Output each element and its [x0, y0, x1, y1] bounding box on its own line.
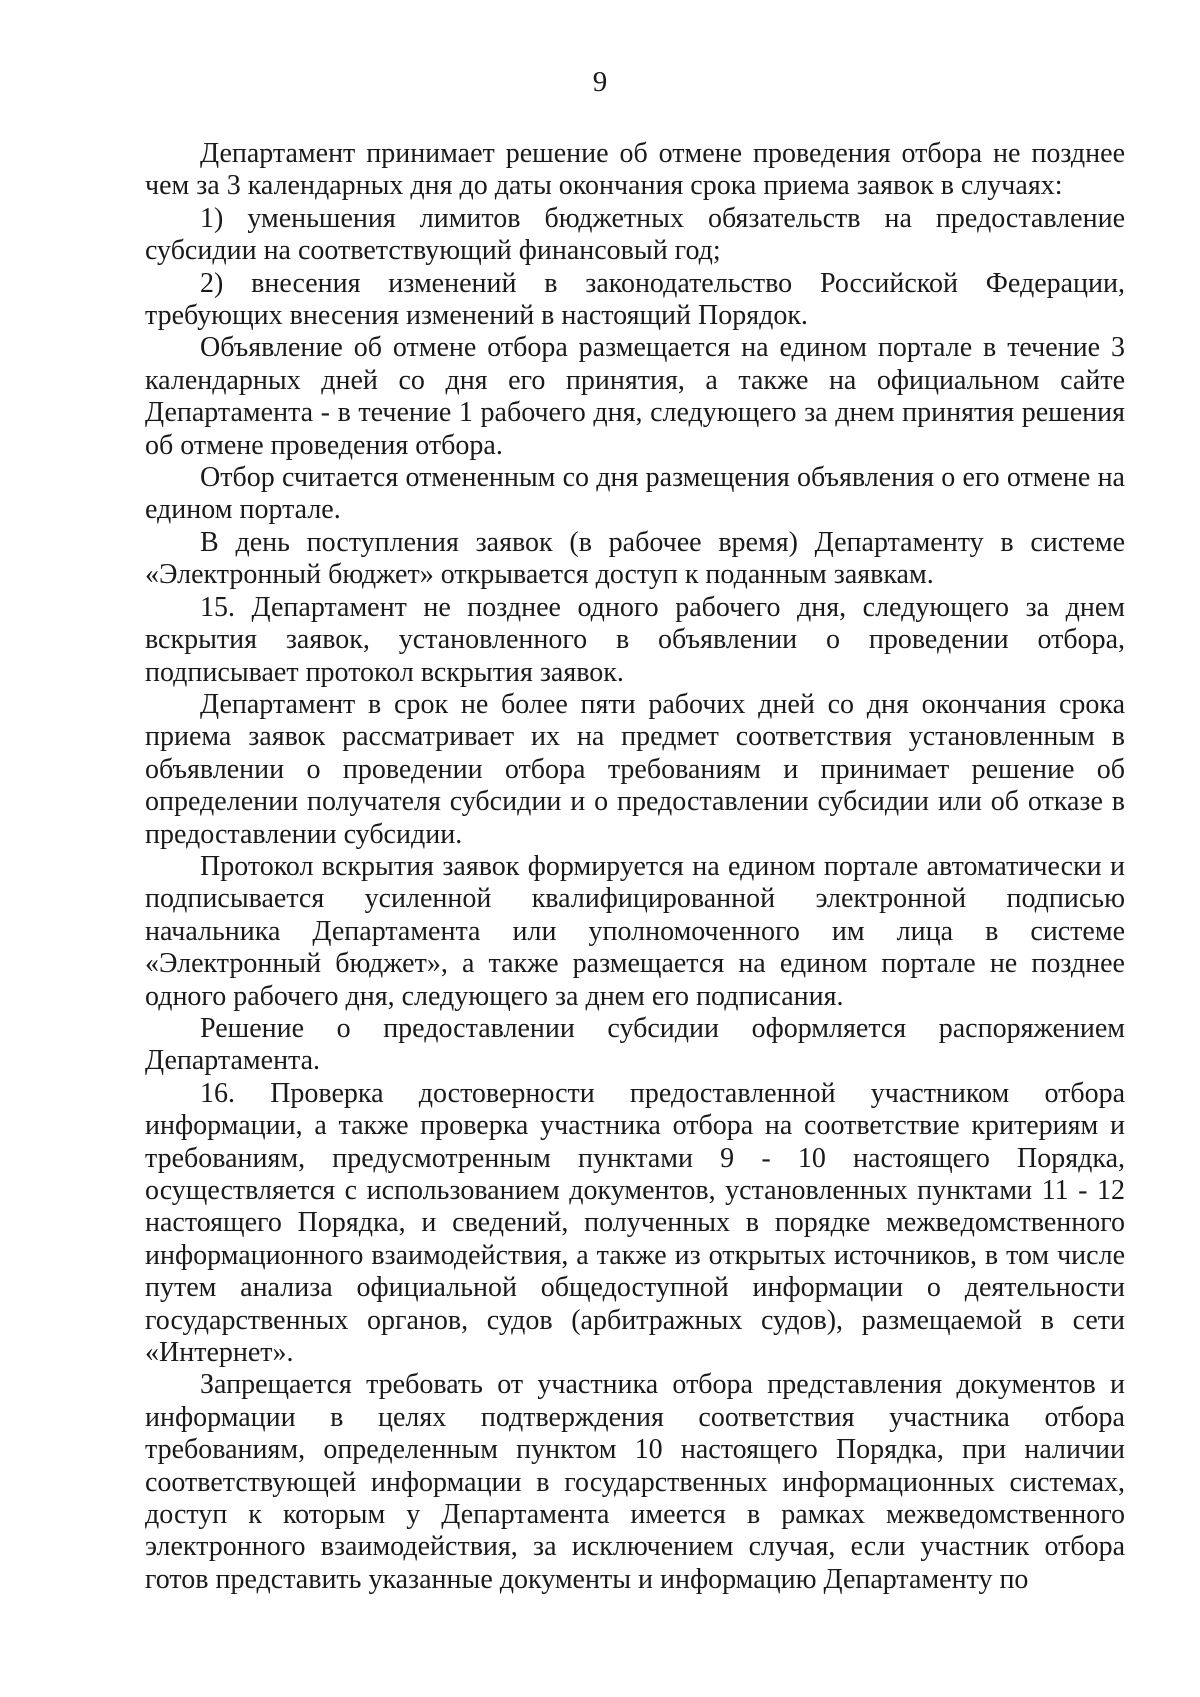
paragraph-decision-form: Решение о предоставлении субсидии оформляется распоряжением Департамента. — [145, 1012, 1125, 1077]
paragraph-clause-16: 16. Проверка достоверности предоставленной участником отбора информации, а также проверка участника отбора на соответствие критериям и требованиям, предусмотренным пунктами 9 - 10 настоящего Порядка, осуществляется с использованием документов, установленных пунктами 11 - 12 настоящего Порядка, и сведений, полученных в порядке межведомственного информационного взаимодействия, а также из открытых источников, в том числе путем анализа официальной общедоступной информации о деятельности государственных органов, судов (арбитражных судов), размещаемой в сети «Интернет». — [145, 1077, 1125, 1369]
paragraph-prohibition: Запрещается требовать от участника отбора представления документов и информации в целях подтверждения соответствия участника отбора требованиям, определенным пунктом 10 настоящего Порядка, при наличии соответствующей информации в государственных информационных системах, доступ к которым у Департамента имеется в рамках межведомственного электронного взаимодействия, за исключением случая, если участник отбора готов представить указанные документы и информацию Департаменту по — [145, 1369, 1125, 1595]
paragraph-review-period: Департамент в срок не более пяти рабочих дней со дня окончания срока приема заявок рассматривает их на предмет соответствия установленным в объявлении о проведении отбора требованиям и принимает решение об определении получателя субсидии и о предоставлении субсидии или об отказе в предоставлении субсидии. — [145, 688, 1125, 850]
paragraph-opening-protocol: Протокол вскрытия заявок формируется на едином портале автоматически и подписывается усиленной квалифицированной электронной подписью начальника Департамента или уполномоченного им лица в системе «Электронный бюджет», а также размещается на едином портале не позднее одного рабочего дня, следующего за днем его подписания. — [145, 850, 1125, 1012]
paragraph-case-2: 2) внесения изменений в законодательство Российской Федерации, требующих внесения изменений в настоящий Порядок. — [145, 267, 1125, 332]
paragraph-case-1: 1) уменьшения лимитов бюджетных обязательств на предоставление субсидии на соответствующий финансовый год; — [145, 202, 1125, 267]
paragraph-cancellation-notice: Объявление об отмене отбора размещается на едином портале в течение 3 календарных дней со дня его принятия, а также на официальном сайте Департамента - в течение 1 рабочего дня, следующего за днем принятия решения об отмене проведения отбора. — [145, 332, 1125, 461]
page-number: 9 — [592, 66, 608, 98]
paragraph-clause-15: 15. Департамент не позднее одного рабочего дня, следующего за днем вскрытия заявок, установленного в объявлении о проведении отбора, подписывает протокол вскрытия заявок. — [145, 591, 1125, 688]
paragraph-access-to-applications: В день поступления заявок (в рабочее время) Департаменту в системе «Электронный бюджет» открывается доступ к поданным заявкам. — [145, 526, 1125, 591]
paragraph-cancellation-effective: Отбор считается отмененным со дня размещения объявления о его отмене на едином портале. — [145, 462, 1125, 526]
document-body — [145, 138, 1125, 1596]
paragraph-cancellation-decision: Департамент принимает решение об отмене проведения отбора не позднее чем за 3 календарных дня до даты окончания срока приема заявок в случаях: — [145, 138, 1125, 202]
